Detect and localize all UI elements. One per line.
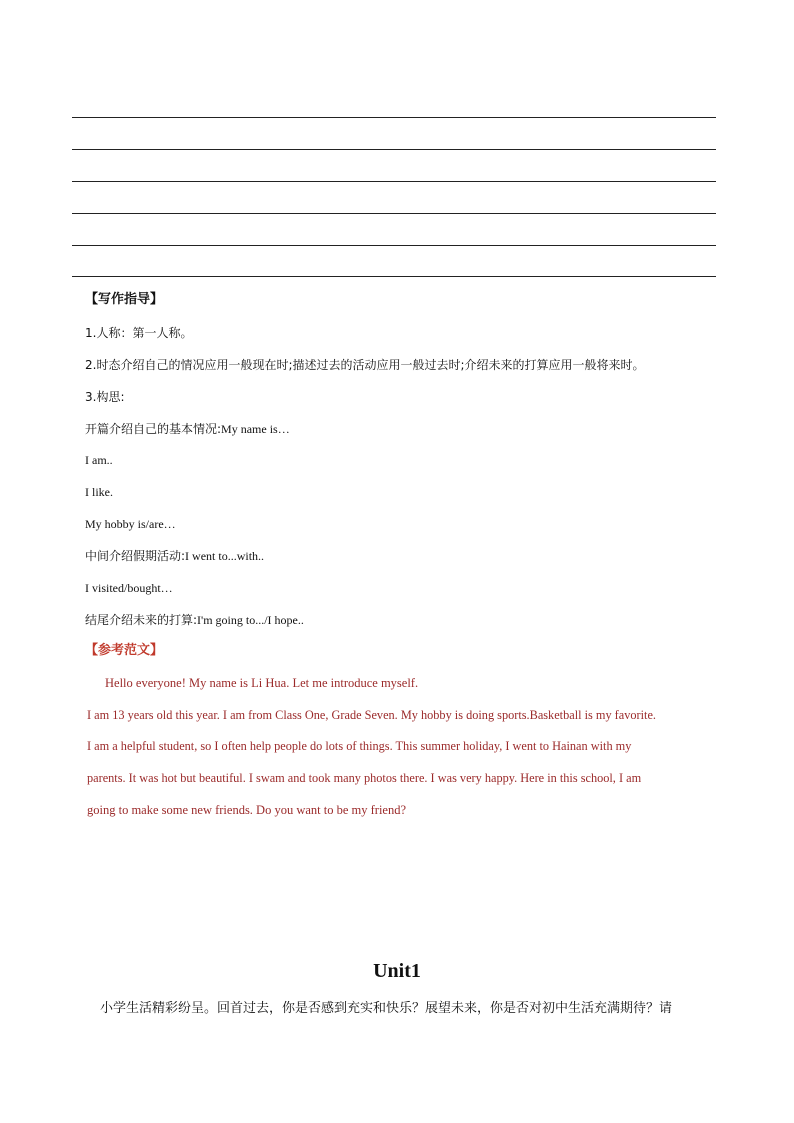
essay-line: I am 13 years old this year. I am from Class One, Grade Seven. My hobby is doing sports.Basketball is my favorite.	[87, 708, 656, 722]
answer-line	[72, 149, 716, 150]
outline-line: I am..	[85, 453, 113, 467]
outline-ending-en: I'm going to.../I hope..	[197, 613, 304, 627]
outline-middle-en: I went to...with..	[185, 549, 265, 563]
outline-middle	[85, 548, 264, 564]
writing-guide-heading: 【写作指导】	[85, 292, 164, 307]
answer-line	[72, 276, 716, 277]
essay-line: I am a helpful student, so I often help people do lots of things. This summer holiday, I went to Hainan with my	[87, 739, 632, 753]
guide-item-plan: 3.构思:	[85, 390, 125, 404]
guide-item-person: 1.人称：第一人称。	[85, 326, 193, 340]
outline-ending-zh: 结尾介绍未来的打算:	[85, 613, 198, 627]
outline-opening	[85, 421, 290, 437]
answer-line	[72, 117, 716, 118]
unit-prompt: 小学生活精彩纷呈。回首过去，你是否感到充实和快乐？展望未来，你是否对初中生活充满期待？请	[100, 1001, 673, 1016]
model-essay	[87, 676, 723, 835]
outline-line: I like.	[85, 485, 113, 499]
essay-line: going to make some new friends. Do you want to be my friend?	[87, 803, 407, 817]
guide-item-tense: 2.时态介绍自己的情况应用一般现在时;描述过去的活动应用一般过去时;介绍未来的打算应用一般将来时。	[85, 358, 645, 372]
essay-line: parents. It was hot but beautiful. I swam and took many photos there. I was very happy. Here in this school, I am	[87, 771, 642, 785]
outline-middle-zh: 中间介绍假期活动:	[85, 549, 186, 563]
outline-line: I visited/bought…	[85, 581, 173, 595]
answer-line	[72, 181, 716, 182]
outline-line: My hobby is/are…	[85, 517, 176, 531]
answer-line	[72, 245, 716, 246]
unit-title: Unit1	[373, 960, 421, 982]
model-essay-heading: 【参考范文】	[85, 643, 164, 658]
essay-line: Hello everyone! My name is Li Hua. Let me introduce myself.	[105, 676, 419, 690]
outline-opening-en: My name is…	[221, 422, 290, 436]
answer-line	[72, 213, 716, 214]
outline-opening-zh: 开篇介绍自己的基本情况:	[85, 422, 222, 436]
outline-ending	[85, 612, 304, 628]
